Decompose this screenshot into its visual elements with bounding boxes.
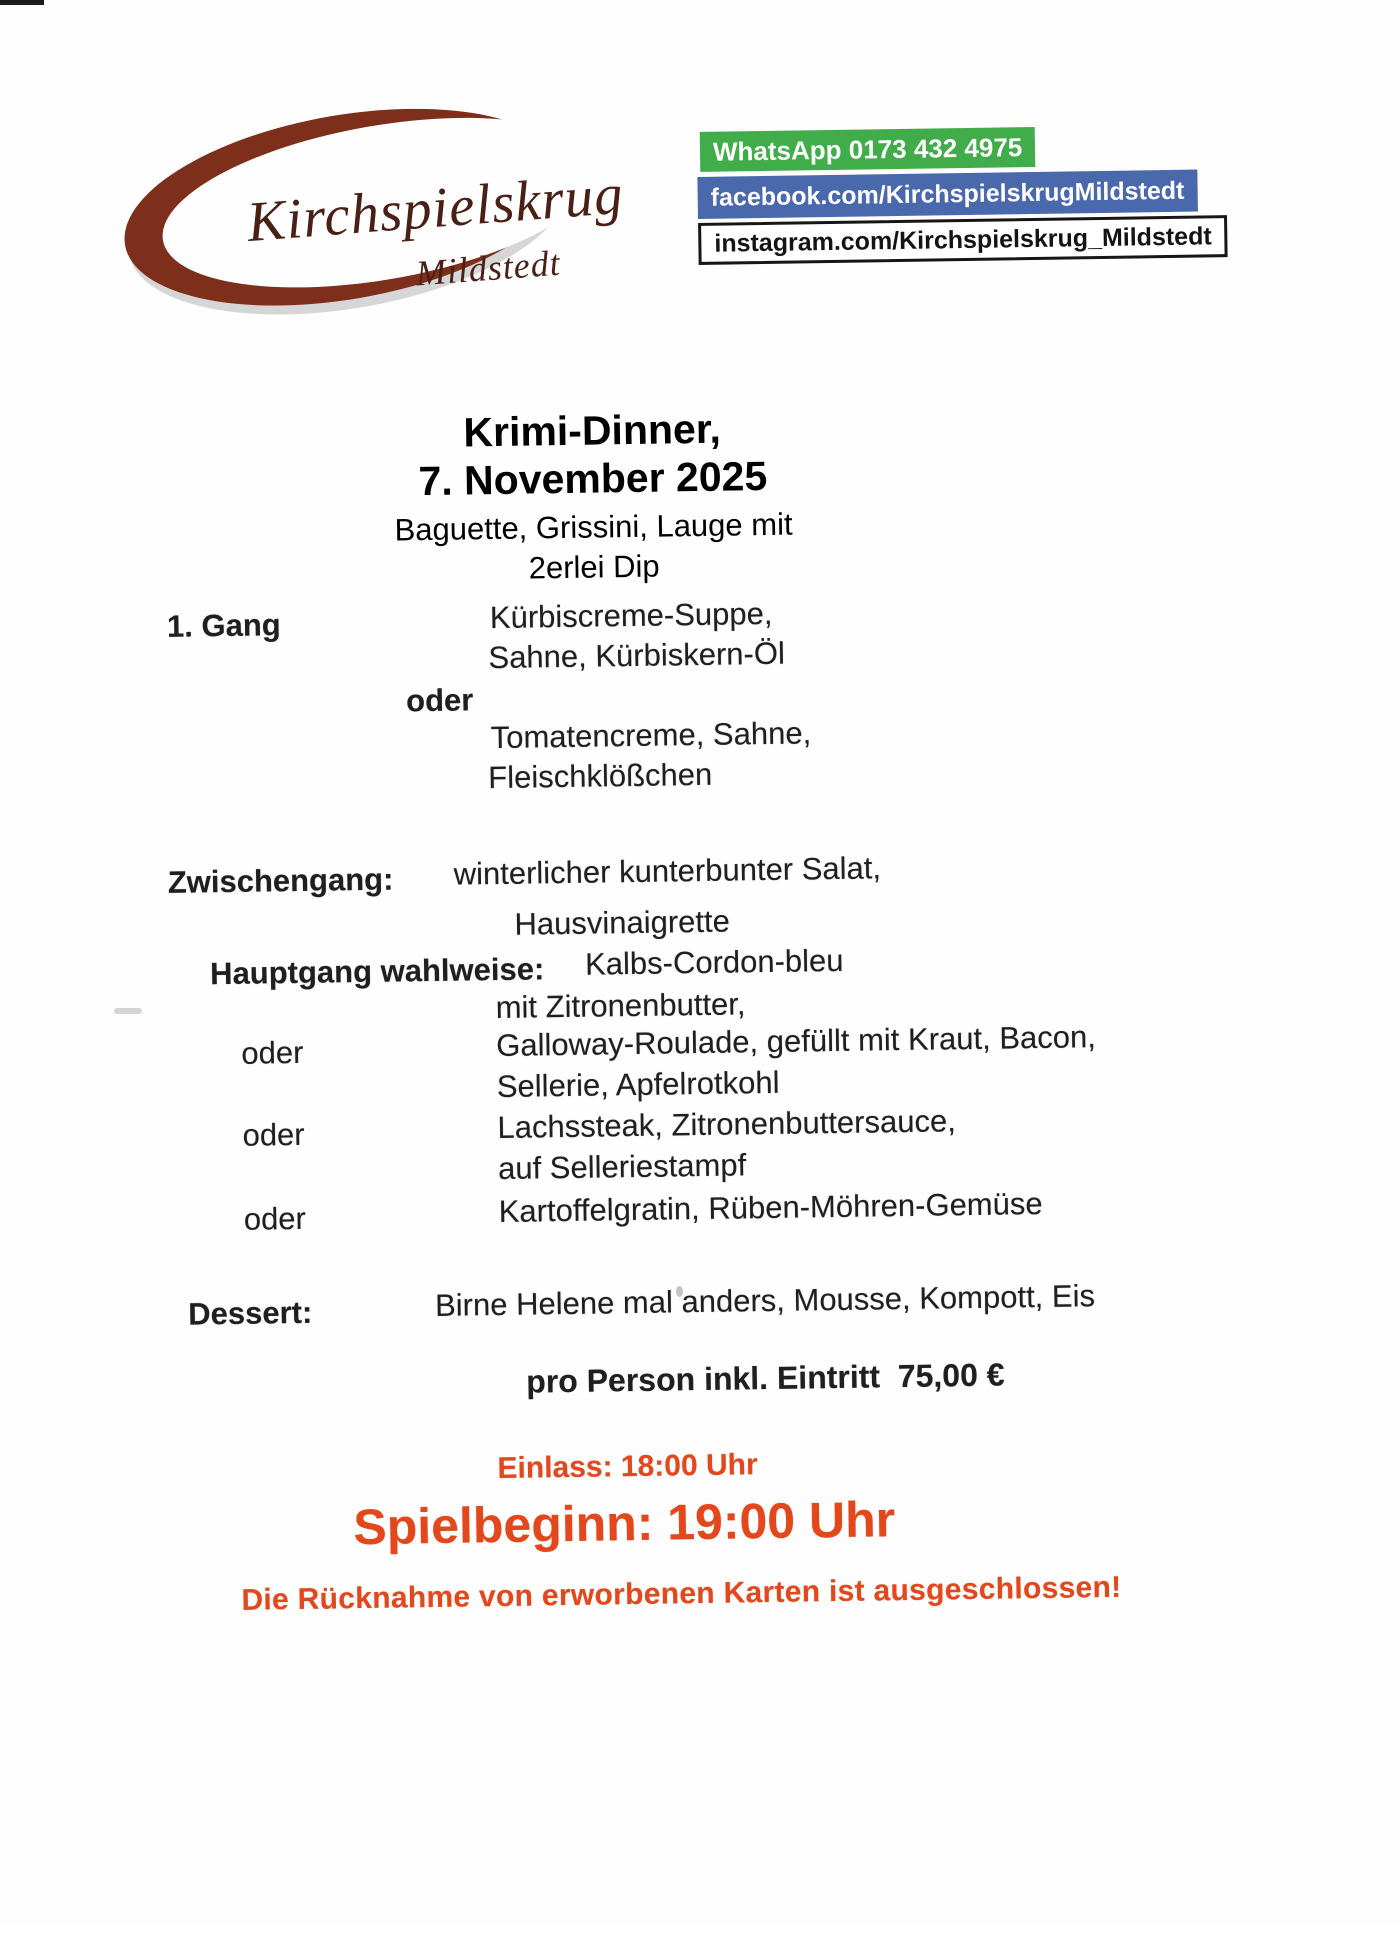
gang1-option1-line2: Sahne, Kürbiskern-Öl xyxy=(488,635,786,676)
hauptgang-option4-line1: Kartoffelgratin, Rüben-Möhren-Gemüse xyxy=(498,1185,1043,1230)
hauptgang-option3-line2: auf Selleriestampf xyxy=(497,1147,747,1187)
event-title: Krimi-Dinner, xyxy=(463,405,722,456)
einlass-time: Einlass: 18:00 Uhr xyxy=(497,1448,758,1486)
refund-notice: Die Rücknahme von erworbenen Karten ist ausgeschlossen! xyxy=(241,1570,1122,1617)
logo-place: Mildstedt xyxy=(414,242,563,294)
shared-starter-line1: Baguette, Grissini, Lauge mit xyxy=(394,506,793,548)
logo-name: Kirchspielskrug xyxy=(244,162,626,255)
whatsapp-badge: WhatsApp 0173 432 4975 xyxy=(700,127,1036,172)
hauptgang-option3-line1: Lachssteak, Zitronenbuttersauce, xyxy=(497,1103,957,1146)
spielbeginn-time: Spielbeginn: 19:00 Uhr xyxy=(352,1491,896,1556)
hauptgang-option2-line1: Galloway-Roulade, gefüllt mit Kraut, Bacon, xyxy=(495,1019,1097,1064)
hauptgang-label: Hauptgang wahlweise: xyxy=(209,951,545,992)
price-line: pro Person inkl. Eintritt 75,00 € xyxy=(525,1356,1005,1400)
zwischengang-line2: Hausvinaigrette xyxy=(514,903,731,942)
dessert-label: Dessert: xyxy=(187,1294,313,1332)
zwischengang-label: Zwischengang: xyxy=(167,861,394,900)
gang1-oder-separator: oder xyxy=(405,682,474,719)
scan-artifact xyxy=(0,0,44,5)
gang1-option1-line1: Kürbiscreme-Suppe, xyxy=(489,595,773,636)
hauptgang-option2-line2: Sellerie, Apfelrotkohl xyxy=(496,1064,780,1105)
hauptgang-oder-separator-2: oder xyxy=(242,1116,305,1153)
zwischengang-line1: winterlicher kunterbunter Salat, xyxy=(453,850,882,892)
shared-starter-line2: 2erlei Dip xyxy=(528,548,660,586)
event-date: 7. November 2025 xyxy=(418,452,768,505)
instagram-badge: instagram.com/Kirchspielskrug_Mildstedt xyxy=(698,215,1228,265)
hauptgang-option1-line2: mit Zitronenbutter, xyxy=(495,986,746,1026)
dessert-line1: Birne Helene mal anders, Mousse, Kompott, Eis xyxy=(434,1278,1096,1323)
hauptgang-oder-separator-1: oder xyxy=(241,1034,304,1071)
hauptgang-oder-separator-3: oder xyxy=(243,1200,307,1237)
gang1-label: 1. Gang xyxy=(166,607,281,644)
hauptgang-option1-line1: Kalbs-Cordon-bleu xyxy=(584,942,844,982)
facebook-badge: facebook.com/KirchspielskrugMildstedt xyxy=(697,170,1197,219)
gang1-option2-line1: Tomatencreme, Sahne, xyxy=(490,715,812,756)
gang1-option2-line2: Fleischklößchen xyxy=(488,756,713,796)
